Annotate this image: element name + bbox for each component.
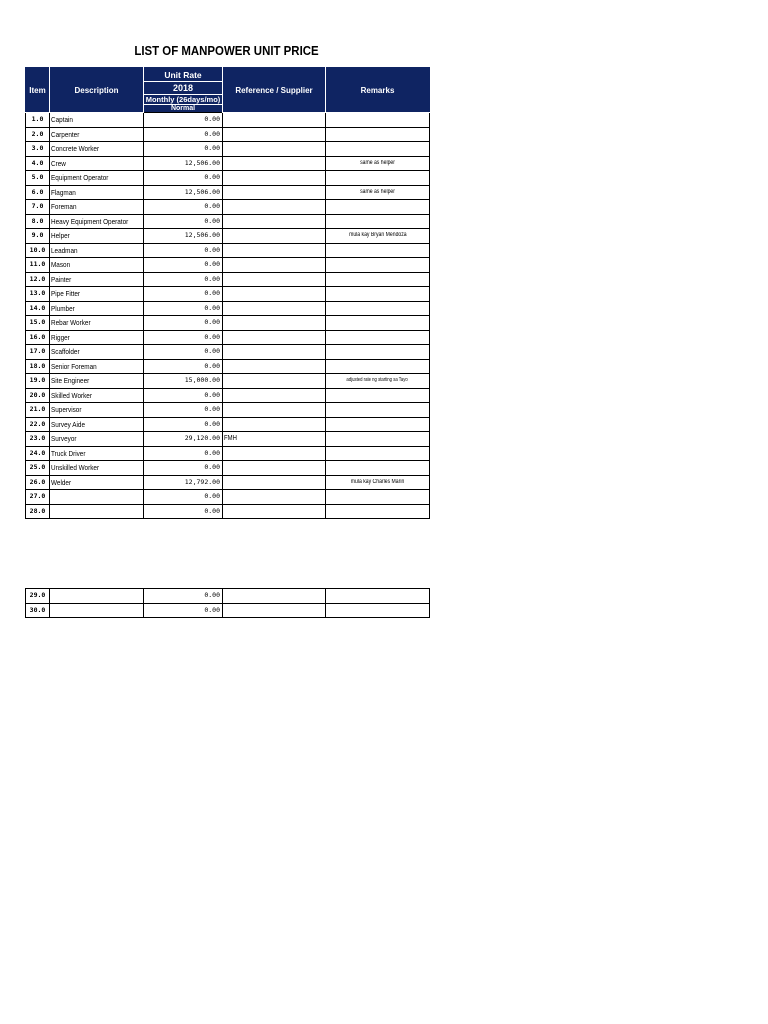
description-cell — [50, 287, 144, 302]
description-cell — [50, 301, 144, 316]
remarks-cell — [326, 200, 430, 215]
table-row — [26, 156, 430, 171]
table-body-continued — [26, 589, 430, 618]
item-cell: 20.0 — [26, 388, 50, 403]
item-cell: 1.0 — [26, 113, 50, 128]
description-cell — [50, 603, 144, 618]
table-body — [26, 113, 430, 519]
page-title: LIST OF MANPOWER UNIT PRICE — [134, 43, 319, 58]
description-cell — [50, 185, 144, 200]
table-row — [26, 316, 430, 331]
table-row — [26, 185, 430, 200]
description-cell — [50, 589, 144, 604]
remarks-cell — [326, 229, 430, 244]
table-row — [26, 200, 430, 215]
header-item: Item — [26, 68, 50, 113]
item-cell: 22.0 — [26, 417, 50, 432]
remarks-cell — [326, 490, 430, 505]
description-cell — [50, 417, 144, 432]
description-cell-text: Leadman — [51, 245, 78, 255]
description-cell-text: Truck Driver — [51, 448, 86, 458]
item-cell: 21.0 — [26, 403, 50, 418]
reference-cell — [223, 417, 326, 432]
remarks-cell — [326, 403, 430, 418]
table-row — [26, 359, 430, 374]
rate-cell: 0.00 — [144, 490, 223, 505]
rate-cell: 0.00 — [144, 287, 223, 302]
table-row — [26, 345, 430, 360]
rate-cell: 0.00 — [144, 214, 223, 229]
description-cell — [50, 345, 144, 360]
reference-cell — [223, 214, 326, 229]
rate-cell: 0.00 — [144, 272, 223, 287]
item-cell: 19.0 — [26, 374, 50, 389]
rate-cell: 0.00 — [144, 316, 223, 331]
item-cell: 8.0 — [26, 214, 50, 229]
table-row — [26, 330, 430, 345]
reference-cell — [223, 156, 326, 171]
reference-cell — [223, 388, 326, 403]
table-row — [26, 142, 430, 157]
remarks-cell — [326, 589, 430, 604]
description-cell — [50, 127, 144, 142]
header-year: 2018 — [144, 82, 223, 95]
description-cell — [50, 388, 144, 403]
table-header — [26, 68, 430, 113]
reference-cell — [223, 185, 326, 200]
description-cell — [50, 490, 144, 505]
remarks-cell — [326, 171, 430, 186]
table-row — [26, 432, 430, 447]
remarks-cell — [326, 156, 430, 171]
table-row — [26, 446, 430, 461]
reference-cell — [223, 142, 326, 157]
remarks-cell-text: mula kay Charles Marin — [350, 478, 405, 485]
rate-cell: 0.00 — [144, 504, 223, 519]
item-cell: 11.0 — [26, 258, 50, 273]
remarks-cell — [326, 113, 430, 128]
item-cell: 4.0 — [26, 156, 50, 171]
table-row — [26, 417, 430, 432]
header-reference: Reference / Supplier — [223, 68, 326, 113]
rate-cell: 0.00 — [144, 258, 223, 273]
reference-cell — [223, 200, 326, 215]
description-cell — [50, 229, 144, 244]
remarks-cell-text: adjusted rate ng starting sa Tayo — [346, 377, 409, 384]
description-cell-text: Pipe Fitter — [51, 289, 81, 299]
item-cell: 13.0 — [26, 287, 50, 302]
rate-cell: 0.00 — [144, 345, 223, 360]
item-cell: 10.0 — [26, 243, 50, 258]
table-row — [26, 301, 430, 316]
table-row — [26, 504, 430, 519]
rate-cell: 0.00 — [144, 113, 223, 128]
remarks-cell-text: same as helper — [360, 188, 395, 195]
remarks-cell — [326, 417, 430, 432]
description-cell-text: Carpenter — [51, 129, 80, 139]
reference-cell — [223, 316, 326, 331]
description-cell — [50, 272, 144, 287]
description-cell-text: Crew — [51, 158, 66, 168]
reference-cell — [223, 171, 326, 186]
rate-cell: 0.00 — [144, 603, 223, 618]
description-cell — [50, 214, 144, 229]
description-cell-text: Plumber — [51, 303, 75, 313]
remarks-cell-text: mula kay Bryan Mendoza — [348, 232, 407, 239]
table-row — [26, 589, 430, 604]
remarks-cell — [326, 142, 430, 157]
reference-cell — [223, 504, 326, 519]
header-monthly: Monthly (26days/mo) — [144, 95, 223, 105]
description-cell — [50, 403, 144, 418]
table-row — [26, 243, 430, 258]
manpower-price-table — [25, 67, 430, 519]
header-remarks: Remarks — [326, 68, 430, 113]
item-cell: 16.0 — [26, 330, 50, 345]
reference-cell — [223, 287, 326, 302]
reference-cell — [223, 446, 326, 461]
reference-cell — [223, 589, 326, 604]
description-cell-text: Flagman — [51, 187, 76, 197]
description-cell — [50, 316, 144, 331]
item-cell: 24.0 — [26, 446, 50, 461]
rate-cell: 0.00 — [144, 200, 223, 215]
rate-cell: 0.00 — [144, 461, 223, 476]
item-cell: 7.0 — [26, 200, 50, 215]
remarks-cell — [326, 214, 430, 229]
reference-cell — [223, 330, 326, 345]
item-cell: 29.0 — [26, 589, 50, 604]
reference-cell — [223, 301, 326, 316]
remarks-cell — [326, 446, 430, 461]
table-row — [26, 490, 430, 505]
description-cell — [50, 359, 144, 374]
table-row — [26, 388, 430, 403]
reference-cell — [223, 432, 326, 447]
remarks-cell — [326, 272, 430, 287]
table-row — [26, 113, 430, 128]
rate-cell: 0.00 — [144, 301, 223, 316]
description-cell-text: Survey Aide — [51, 419, 86, 429]
rate-cell: 0.00 — [144, 446, 223, 461]
table-row — [26, 214, 430, 229]
table-row — [26, 272, 430, 287]
description-cell — [50, 243, 144, 258]
item-cell: 18.0 — [26, 359, 50, 374]
description-cell-text: Skilled Worker — [51, 390, 92, 400]
remarks-cell — [326, 461, 430, 476]
item-cell: 9.0 — [26, 229, 50, 244]
remarks-cell — [326, 258, 430, 273]
description-cell — [50, 374, 144, 389]
item-cell: 23.0 — [26, 432, 50, 447]
description-cell — [50, 258, 144, 273]
item-cell: 6.0 — [26, 185, 50, 200]
description-cell — [50, 156, 144, 171]
table-row — [26, 287, 430, 302]
table-row — [26, 461, 430, 476]
remarks-cell — [326, 475, 430, 490]
reference-cell — [223, 113, 326, 128]
remarks-cell — [326, 185, 430, 200]
description-cell — [50, 142, 144, 157]
description-cell-text: Painter — [51, 274, 72, 284]
table-row — [26, 171, 430, 186]
description-cell-text: Rebar Worker — [51, 318, 91, 328]
reference-cell — [223, 345, 326, 360]
remarks-cell — [326, 330, 430, 345]
reference-cell — [223, 127, 326, 142]
description-cell-text: Helper — [51, 231, 70, 241]
table-row — [26, 127, 430, 142]
table-row — [26, 603, 430, 618]
reference-cell — [223, 243, 326, 258]
description-cell — [50, 171, 144, 186]
reference-cell-text: FMH — [224, 435, 237, 443]
remarks-cell — [326, 374, 430, 389]
rate-cell: 12,506.00 — [144, 229, 223, 244]
description-cell-text: Senior Foreman — [51, 361, 97, 371]
description-cell-text: Site Engineer — [51, 376, 90, 386]
rate-cell: 15,000.00 — [144, 374, 223, 389]
rate-cell: 12,506.00 — [144, 185, 223, 200]
description-cell-text: Mason — [51, 260, 71, 270]
item-cell: 3.0 — [26, 142, 50, 157]
description-cell — [50, 446, 144, 461]
rate-cell: 0.00 — [144, 142, 223, 157]
description-cell-text: Scaffolder — [51, 347, 80, 357]
reference-cell — [223, 461, 326, 476]
remarks-cell — [326, 388, 430, 403]
reference-cell — [223, 229, 326, 244]
description-cell-text: Supervisor — [51, 405, 82, 415]
description-cell — [50, 432, 144, 447]
rate-cell: 0.00 — [144, 171, 223, 186]
rate-cell: 0.00 — [144, 388, 223, 403]
description-cell — [50, 330, 144, 345]
rate-cell: 0.00 — [144, 243, 223, 258]
description-cell-text: Heavy Equipment Operator — [51, 216, 129, 226]
item-cell: 25.0 — [26, 461, 50, 476]
header-description: Description — [50, 68, 144, 113]
reference-cell — [223, 258, 326, 273]
item-cell: 2.0 — [26, 127, 50, 142]
rate-cell: 29,120.00 — [144, 432, 223, 447]
rate-cell: 0.00 — [144, 403, 223, 418]
description-cell — [50, 504, 144, 519]
description-cell — [50, 200, 144, 215]
remarks-cell — [326, 504, 430, 519]
description-cell-text: Rigger — [51, 332, 70, 342]
rate-cell: 0.00 — [144, 127, 223, 142]
remarks-cell — [326, 243, 430, 258]
reference-cell — [223, 272, 326, 287]
remarks-cell-text: same as helper — [360, 159, 395, 166]
rate-cell: 0.00 — [144, 330, 223, 345]
reference-cell — [223, 359, 326, 374]
reference-cell — [223, 603, 326, 618]
remarks-cell — [326, 316, 430, 331]
table-row — [26, 374, 430, 389]
description-cell-text: Surveyor — [51, 434, 77, 444]
manpower-price-table-continued — [25, 588, 430, 618]
rate-cell: 0.00 — [144, 417, 223, 432]
table-row — [26, 258, 430, 273]
description-cell — [50, 461, 144, 476]
rate-cell: 0.00 — [144, 589, 223, 604]
item-cell: 15.0 — [26, 316, 50, 331]
description-cell-text: Foreman — [51, 202, 77, 212]
description-cell-text: Unskilled Worker — [51, 463, 100, 473]
remarks-cell — [326, 301, 430, 316]
remarks-cell — [326, 287, 430, 302]
reference-cell — [223, 374, 326, 389]
description-cell-text: Equipment Operator — [51, 173, 109, 183]
description-cell-text: Captain — [51, 115, 73, 125]
item-cell: 5.0 — [26, 171, 50, 186]
remarks-cell — [326, 603, 430, 618]
rate-cell: 12,506.00 — [144, 156, 223, 171]
item-cell: 26.0 — [26, 475, 50, 490]
header-normal: Normal — [144, 105, 223, 113]
description-cell — [50, 113, 144, 128]
remarks-cell — [326, 345, 430, 360]
description-cell-text: Concrete Worker — [51, 144, 100, 154]
reference-cell — [223, 403, 326, 418]
table-row — [26, 403, 430, 418]
item-cell: 12.0 — [26, 272, 50, 287]
description-cell — [50, 475, 144, 490]
item-cell: 17.0 — [26, 345, 50, 360]
remarks-cell — [326, 127, 430, 142]
remarks-cell — [326, 359, 430, 374]
item-cell: 30.0 — [26, 603, 50, 618]
rate-cell: 12,792.00 — [144, 475, 223, 490]
description-cell-text: Welder — [51, 477, 72, 487]
rate-cell: 0.00 — [144, 359, 223, 374]
table-row — [26, 475, 430, 490]
item-cell: 28.0 — [26, 504, 50, 519]
item-cell: 27.0 — [26, 490, 50, 505]
table-row — [26, 229, 430, 244]
item-cell: 14.0 — [26, 301, 50, 316]
header-unit-rate: Unit Rate — [144, 68, 223, 82]
reference-cell — [223, 475, 326, 490]
remarks-cell — [326, 432, 430, 447]
reference-cell — [223, 490, 326, 505]
